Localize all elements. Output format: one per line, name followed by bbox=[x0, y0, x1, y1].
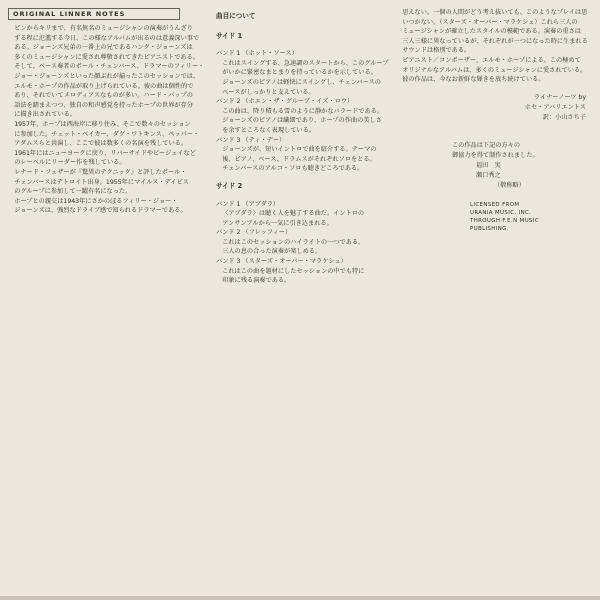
credits-note-line: この作品は下記の方々の bbox=[452, 141, 521, 149]
credits-name: （敬称略） bbox=[494, 181, 525, 189]
license-line: THROUGH F.E.N MUSIC bbox=[470, 217, 540, 224]
side-1-tracks bbox=[216, 49, 389, 174]
notes-paragraph: する程に氾濫する今日、この様なアルバムが出るのは意義深い事で bbox=[14, 34, 200, 42]
credits-block bbox=[396, 141, 586, 191]
notes-paragraph: 思えない。一個の人間がどう考え抜いても、このようなプレイは思 bbox=[402, 9, 588, 16]
notes-paragraph: エルモ・ホープの作品が取り上げられている。彼の曲は個性的で bbox=[14, 82, 194, 90]
track-description-line: 後、ピアノ、ベース、ドラムスがそれぞれソロをとる。 bbox=[222, 155, 376, 163]
track-heading: バンド 1 （アブダラ） bbox=[216, 200, 280, 208]
track-description-line: 三人の息の合った演奏が楽しめる。 bbox=[222, 248, 322, 256]
notes-paragraph: ジョー・ジョーンズといった顔ぶれが揃ったこのセッションでは、 bbox=[14, 72, 200, 80]
notes-paragraph: いつかない。（スターズ・オーバー・マラケシュ）これら三人の bbox=[402, 18, 578, 26]
side-1-label: サイド 1 bbox=[216, 31, 243, 40]
track-description-line: がいかに緊密なまとまりを持っているかを示している。 bbox=[222, 69, 377, 77]
signature-line: ホセ・アバリエントス bbox=[524, 103, 586, 111]
notes-paragraph: オリジナルなアルバムは、多くのミュージシャンに愛されている。 bbox=[402, 66, 587, 74]
track-description-line: ジョーンズのピアノは繊細であり、ホープの作曲の美しさ bbox=[222, 117, 382, 125]
notes-body-right bbox=[396, 8, 586, 85]
track-description-line: これはこのセッションのハイライトの一つである。 bbox=[222, 238, 365, 246]
track-description-line: を余すところなく表現している。 bbox=[222, 126, 315, 134]
license-line: URANIA MUSIC, INC. bbox=[470, 209, 532, 216]
track-description-line: これはこの曲を題材にしたセッションの中でも特に bbox=[222, 267, 365, 275]
notes-paragraph: ジョーンズは、強烈なドライブ感で知られるドラマーである。 bbox=[14, 207, 187, 215]
notes-paragraph: そして、ベース奏者のポール・チェンバース、ドラマーのフィリー・ bbox=[14, 63, 205, 71]
track-heading: バンド 3 （スターズ・オーバー・マラケシュ） bbox=[216, 258, 347, 266]
track-description-line: チェンバースのアルコ・ソロも聴きどころである。 bbox=[222, 165, 364, 173]
track-heading: バンド 1 （ホット・ソース） bbox=[216, 50, 298, 58]
side-2-label: サイド 2 bbox=[216, 181, 243, 190]
signature-line: ライナーノーツ by bbox=[533, 93, 586, 101]
license-line: LICENSED FROM bbox=[470, 201, 520, 208]
track-description-line: これはスイングする、急速調のスタートから、このグループ bbox=[222, 59, 389, 67]
notes-paragraph: チェンバースはデトロイト出身。1955年にマイルス・デイビス bbox=[14, 178, 189, 186]
notes-paragraph: のレーベルにリーダー作を残している。 bbox=[14, 159, 126, 167]
notes-header: ORIGINAL LINNER NOTES bbox=[8, 8, 180, 20]
track-description-line: ベースがしっかりと支えている。 bbox=[222, 88, 315, 96]
credits-note-line: 御協力を得て制作されました。 bbox=[452, 151, 539, 159]
notes-paragraph: あり、それでいてメロディアスなものが多い。ハード・バップの bbox=[14, 92, 193, 100]
notes-paragraph: ホープとの親交は1943年にさかのぼるフィリー・ジョー・ bbox=[14, 197, 178, 205]
track-description-line: 印象に残る演奏である。 bbox=[222, 277, 291, 285]
license-line: PUBLISHING. bbox=[470, 225, 509, 232]
credits-name: 福田 実 bbox=[476, 161, 501, 169]
track-heading: バンド 2 （ホエン・ザ・グルーブ・イズ・ロウ） bbox=[216, 98, 354, 106]
notes-paragraph: 1961年にはニューヨークに戻り、リバーサイドやビージェイなど bbox=[14, 149, 196, 157]
notes-column-right bbox=[396, 8, 586, 233]
notes-paragraph: 1957年、ホープは西海岸に移り住み、そこで数々のセッション bbox=[14, 120, 191, 128]
notes-paragraph: 語法を踏まえつつ、独自の和声感覚を持ったホープの世界が存分 bbox=[14, 101, 193, 109]
notes-paragraph: ピンからキリまで、有名無名のミュージシャンの演奏がうんざり bbox=[14, 25, 193, 32]
notes-paragraph: 彼の作品は、今なお新鮮な輝きを放ち続けている。 bbox=[402, 76, 545, 84]
notes-paragraph: ピアニスト／コンポーザー、エルモ・ホープによる、この極めて bbox=[402, 56, 581, 64]
side-2-tracks bbox=[216, 200, 376, 286]
track-description-line: 〈アブダラ〉は聴く人を魅了する曲だ。イントロの bbox=[222, 210, 365, 218]
sheet-bottom-edge bbox=[0, 596, 600, 600]
notes-paragraph: に描き出されている。 bbox=[14, 111, 77, 119]
notes-paragraph: 三人三様に異なっているが、それぞれが一つになった時に生まれる bbox=[402, 37, 588, 45]
notes-column-middle bbox=[216, 8, 389, 286]
track-description-line: この曲は、降り積もる雪のように静かなバラードである。 bbox=[222, 107, 384, 115]
notes-paragraph: ある。ジョーンズ兄弟の一番上の兄であるハンク・ジョーンズは bbox=[14, 44, 193, 52]
track-heading: バンド 3 （ティ・デー） bbox=[216, 136, 286, 144]
notes-paragraph: レナード・フェザーが『驚異のテクニック』と評したポール・ bbox=[14, 168, 187, 176]
signature-line: 訳：小山さち子 bbox=[542, 113, 586, 121]
track-description-line: ジョーンズのピアノは軽快にスイングし、チェンバースの bbox=[222, 78, 381, 86]
notes-paragraph: のグループに参加して一躍有名になった。 bbox=[14, 188, 132, 196]
credits-name: 瀬口秀之 bbox=[476, 171, 501, 179]
notes-paragraph: サウンドは格別である。 bbox=[402, 47, 471, 55]
license-block bbox=[396, 201, 586, 233]
notes-paragraph: に参加した。チェット・ベイカー、ダグ・ワトキンス、ペッパー・ bbox=[14, 130, 200, 138]
notes-paragraph: ミュージシャンが確立したスタイルの模範である。演奏の重さは bbox=[402, 28, 581, 36]
notes-paragraph: アダムスらと共演し、ここで彼は数多くの名演を残している。 bbox=[14, 140, 188, 148]
track-heading: バンド 2 （フレッフィー） bbox=[216, 229, 292, 237]
track-description-line: ジョーンズが、短いイントロで曲を紹介する。テーマの bbox=[222, 146, 377, 154]
notes-paragraph: 多くのミュージシャンに愛され尊敬されてきたピアニストである。 bbox=[14, 53, 199, 61]
notes-column-left bbox=[8, 8, 205, 216]
notes-body-left bbox=[8, 24, 205, 216]
liner-signature bbox=[396, 93, 586, 123]
tracks-section-title: 曲目について bbox=[216, 12, 256, 20]
track-description-line: アンサンブルから一気に引き込まれる。 bbox=[222, 219, 333, 227]
